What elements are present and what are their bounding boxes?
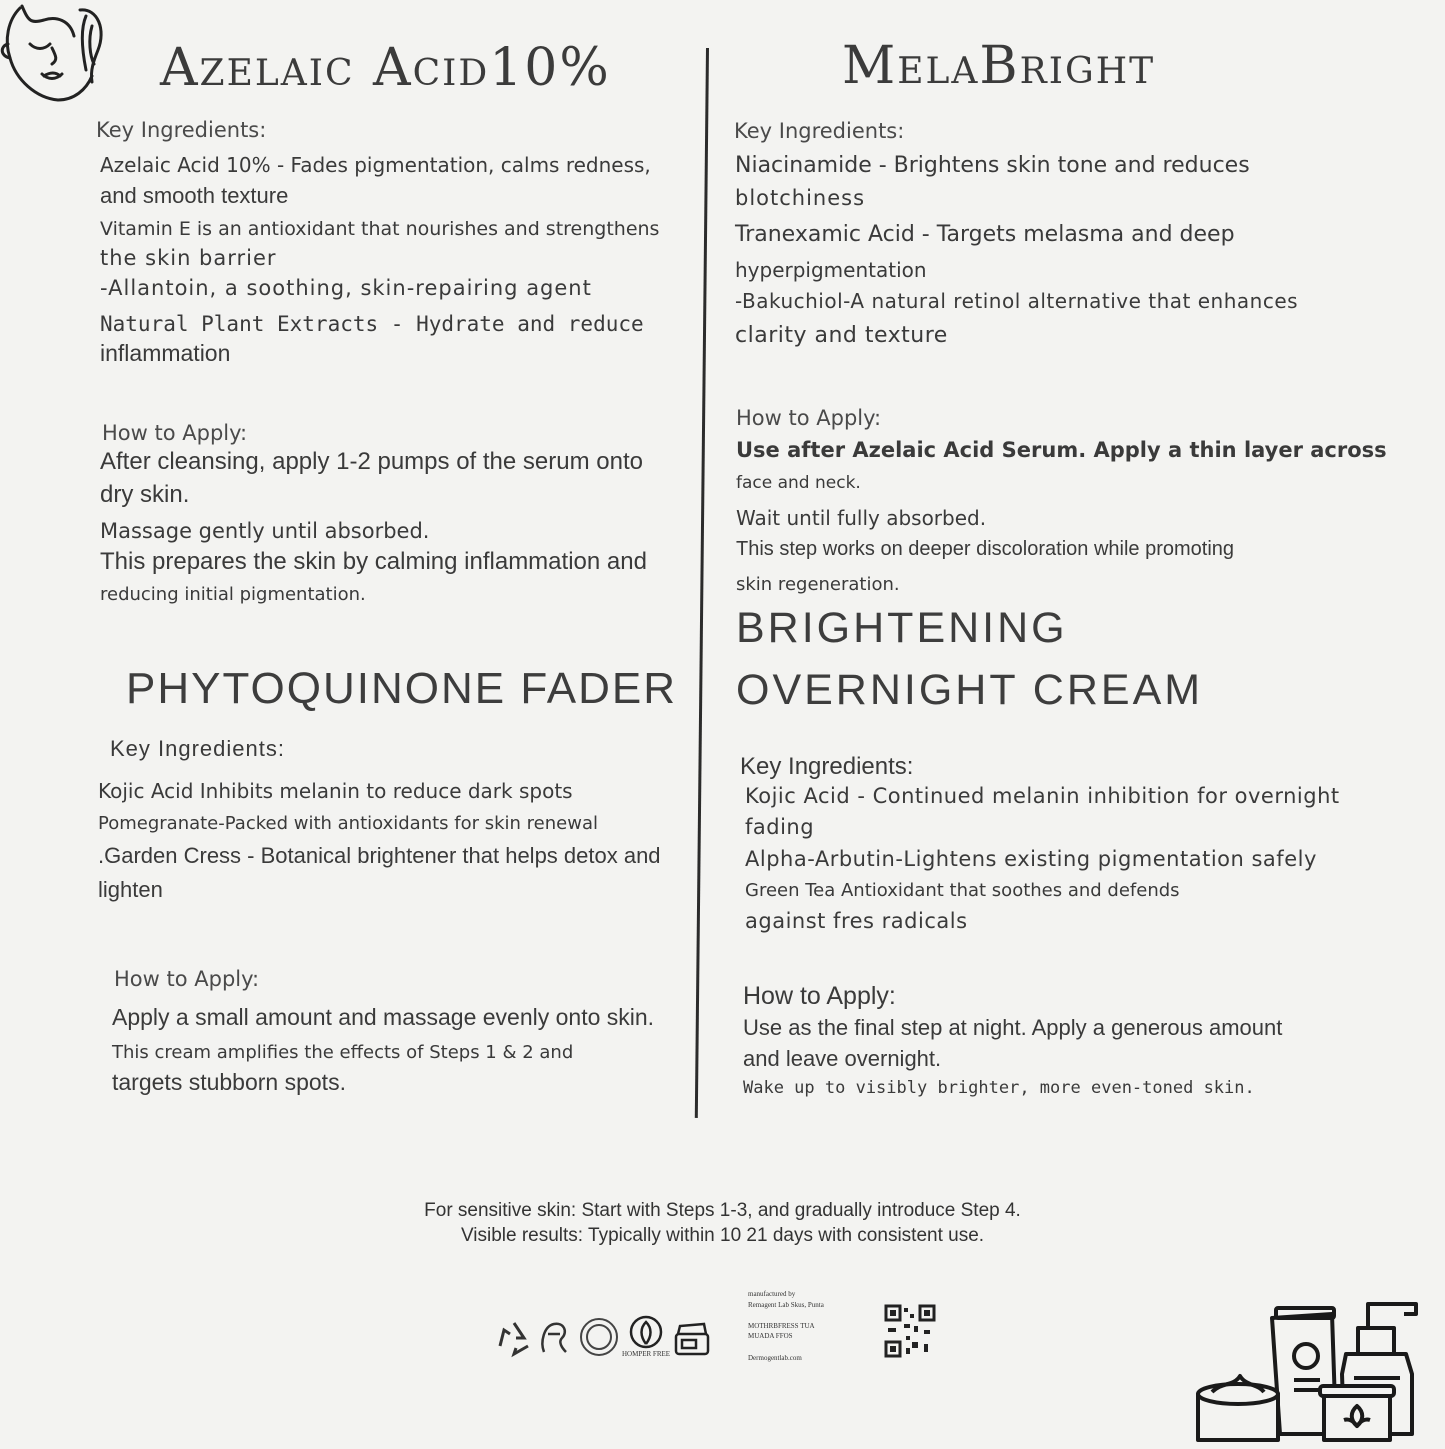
footer-note-results: Visible results: Typically within 10 21 days with consistent use. (460, 1225, 985, 1246)
column-divider (695, 48, 709, 1118)
ingredient-line: fading (745, 815, 815, 839)
ingredient-line: -Allantoin, a soothing, skin-repairing agent (100, 276, 592, 300)
product-title-melabright: MelaBright (842, 36, 1156, 96)
ingredient-line: the skin barrier (100, 246, 277, 270)
ingredient-line: inflammation (100, 340, 231, 366)
face-icon (0, 0, 112, 104)
ingredient-line: -Bakuchiol-A natural retinol alternative that enhances (735, 289, 1299, 313)
ingredient-line: Green Tea Antioxidant that soothes and defends (745, 880, 1180, 901)
apply-line: Wait until fully absorbed. (736, 506, 987, 530)
product-title-azelaic: Azelaic Acid10% (160, 38, 611, 98)
ingredient-line: Natural Plant Extracts - Hydrate and reduce (100, 312, 644, 336)
apply-line: Use as the final step at night. Apply a generous amount (743, 1015, 1283, 1040)
apply-line: targets stubborn spots. (112, 1069, 346, 1095)
ingredient-line: and smooth texture (100, 183, 289, 208)
key-ingredients-label: Key Ingredients: (110, 736, 285, 761)
ingredient-line: against fres radicals (745, 909, 968, 933)
no-animal-testing-icon (536, 1318, 574, 1358)
apply-line: This step works on deeper discoloration while promoting (736, 538, 1235, 560)
ingredient-line: hyperpigmentation (735, 258, 927, 282)
ingredient-line: .Garden Cress - Botanical brightener that helps detox and (98, 843, 661, 868)
apply-line: dry skin. (100, 481, 190, 508)
ingredient-line: lighten (98, 877, 163, 902)
skincare-products-icon (1194, 1294, 1424, 1445)
ingredient-line: clarity and texture (735, 323, 948, 348)
how-to-apply-label: How to Apply: (102, 421, 248, 445)
ingredient-line: Azelaic Acid 10% - Fades pigmentation, calms redness, (100, 153, 651, 177)
ingredient-line: Kojic Acid Inhibits melanin to reduce dark spots (98, 779, 573, 803)
ingredient-line: Alpha-Arbutin-Lightens existing pigmentation safely (745, 847, 1317, 871)
qr-code-icon (884, 1304, 936, 1358)
product-title-brightening: BRIGHTENING (736, 604, 1068, 652)
apply-line: reducing initial pigmentation. (100, 584, 366, 605)
apply-line: Use after Azelaic Acid Serum. Apply a thin layer across (736, 438, 1387, 462)
how-to-apply-label: How to Apply: (743, 982, 896, 1010)
fine-print-line: MUADA FFOS (748, 1332, 793, 1340)
recycle-icon (494, 1318, 534, 1358)
manufacturer-info (748, 1290, 858, 1366)
apply-line: After cleansing, apply 1-2 pumps of the serum onto (100, 448, 643, 475)
apply-line: This cream amplifies the effects of Steps 1 & 2 and (112, 1042, 574, 1063)
ingredient-line: blotchiness (735, 186, 866, 210)
apply-line: Massage gently until absorbed. (100, 519, 430, 543)
how-to-apply-label: How to Apply: (114, 967, 260, 991)
apply-line: This prepares the skin by calming inflammation and (100, 548, 647, 575)
ingredient-line: Vitamin E is an antioxidant that nourishes and strengthens (100, 218, 660, 240)
key-ingredients-label: Key Ingredients: (96, 118, 267, 142)
key-ingredients-label: Key Ingredients: (734, 119, 905, 143)
fine-print-line: manufactured by (748, 1290, 796, 1298)
how-to-apply-label: How to Apply: (736, 406, 882, 430)
ingredient-line: Kojic Acid - Continued melanin inhibition for overnight (745, 784, 1340, 808)
cruelty-free-icon (578, 1316, 620, 1358)
apply-line: Wake up to visibly brighter, more even-toned skin. (743, 1078, 1255, 1098)
fine-print-line: Remagent Lab Skus, Punta (748, 1301, 824, 1309)
jar-icon (672, 1320, 712, 1358)
cert-label: HOMPER FREE (622, 1350, 671, 1358)
key-ingredients-label: Key Ingredients: (740, 753, 914, 780)
apply-line: Apply a small amount and massage evenly onto skin. (112, 1004, 655, 1030)
apply-line: face and neck. (736, 473, 861, 493)
fine-print-line: Dermogentlab.com (748, 1354, 802, 1362)
plant-icon (622, 1314, 671, 1358)
ingredient-line: Niacinamide - Brightens skin tone and reduces (735, 153, 1250, 178)
ingredient-line: Tranexamic Acid - Targets melasma and deep (735, 222, 1235, 247)
apply-line: and leave overnight. (743, 1046, 942, 1071)
footer-note-sensitive: For sensitive skin: Start with Steps 1-3, and gradually introduce Step 4. (424, 1200, 1021, 1221)
product-title-phytoquinone: PHYTOQUINONE FADER (126, 664, 678, 713)
apply-line: skin regeneration. (736, 574, 900, 595)
fine-print-line: MOTHRBFRESS TUA (748, 1322, 815, 1330)
ingredient-line: Pomegranate-Packed with antioxidants for skin renewal (98, 813, 598, 834)
product-title-overnight-cream: OVERNIGHT CREAM (736, 666, 1204, 714)
